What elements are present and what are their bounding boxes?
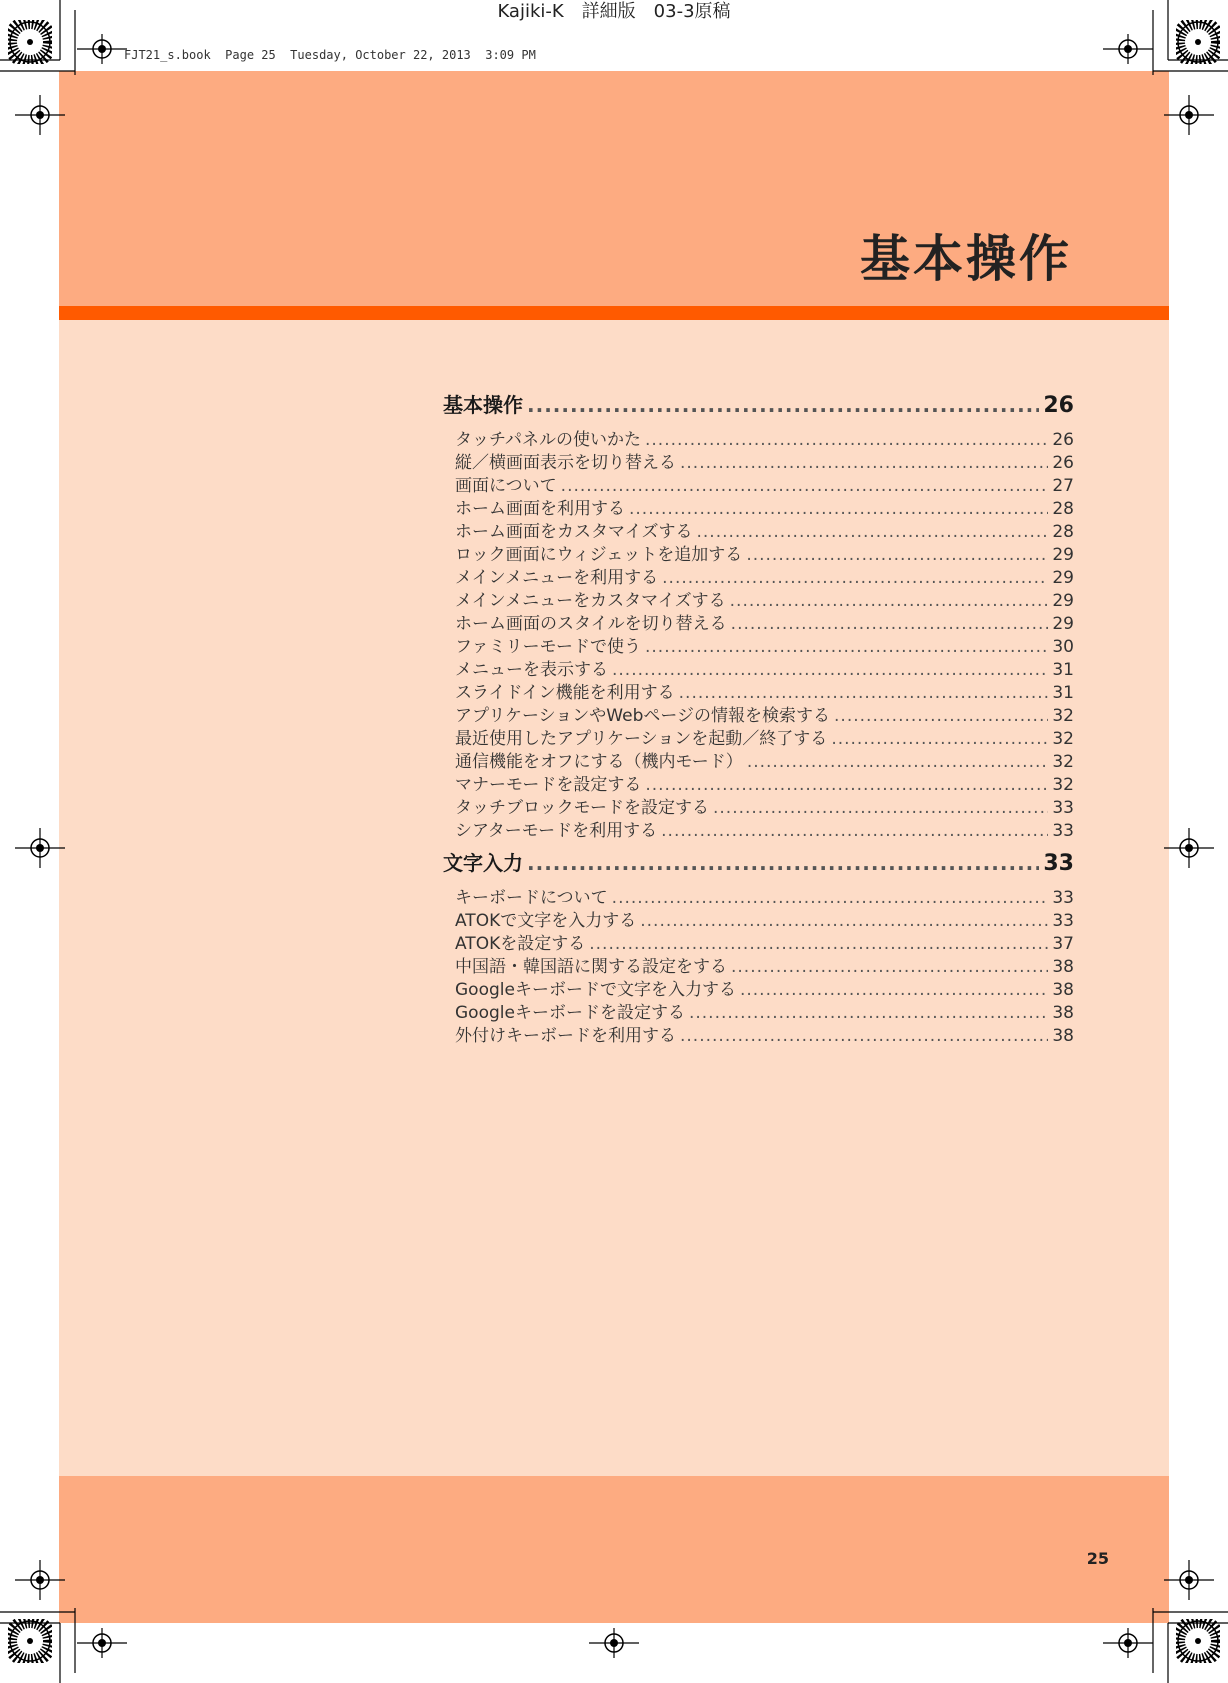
toc-entry-page: 27 (1052, 476, 1074, 496)
toc-entry-page: 33 (1052, 911, 1074, 931)
toc-entry[interactable] (443, 609, 1074, 632)
toc-entry[interactable] (443, 540, 1074, 563)
toc-entry-list (443, 425, 1074, 839)
starburst-target-icon (8, 1619, 52, 1663)
toc-entry-title: 画面について (455, 476, 557, 496)
toc-section-title: 基本操作 (443, 393, 523, 417)
print-header-label: Kajiki-K 詳細版 03-3原稿 (497, 1, 731, 22)
toc-entry[interactable] (443, 975, 1074, 998)
crosshair-mark-icon (589, 1628, 639, 1658)
footer-band (59, 1476, 1169, 1623)
dot-leader (629, 499, 1048, 519)
toc-entry-page: 29 (1052, 591, 1074, 611)
toc-entry[interactable] (443, 701, 1074, 724)
toc-entry-page: 29 (1052, 568, 1074, 588)
toc-entry-page: 31 (1052, 683, 1074, 703)
toc-entry-page: 32 (1052, 775, 1074, 795)
dot-leader (612, 660, 1048, 680)
dot-leader (561, 476, 1049, 496)
toc-entry-page: 28 (1052, 499, 1074, 519)
toc-section-page: 26 (1043, 393, 1074, 418)
toc-entry-title: 中国語・韓国語に関する設定をする (455, 957, 727, 977)
toc-entry-title: Googleキーボードを設定する (455, 1003, 685, 1023)
toc-entry[interactable] (443, 770, 1074, 793)
toc-entry[interactable] (443, 883, 1074, 906)
chapter-header-band (59, 71, 1169, 306)
toc-entry-page: 32 (1052, 752, 1074, 772)
dot-leader (662, 568, 1048, 588)
dot-leader (746, 545, 1048, 565)
toc-entry[interactable] (443, 471, 1074, 494)
toc-entry-title: Googleキーボードで文字を入力する (455, 980, 736, 1000)
toc-entry-title: メインメニューをカスタマイズする (455, 591, 726, 611)
crosshair-mark-icon (1164, 95, 1214, 135)
dot-leader (731, 614, 1049, 634)
dot-leader (731, 957, 1048, 977)
dot-leader (645, 775, 1048, 795)
dot-leader (612, 888, 1049, 908)
toc-entry-title: シアターモードを利用する (455, 821, 658, 841)
crosshair-mark-icon (77, 1628, 127, 1658)
toc-entry-page: 31 (1052, 660, 1074, 680)
dot-leader (834, 706, 1048, 726)
toc-entry[interactable] (443, 655, 1074, 678)
crosshair-mark-icon (15, 1560, 65, 1600)
toc-entry-title: ホーム画面のスタイルを切り替える (455, 614, 727, 634)
toc-section (443, 847, 1074, 1044)
toc-entry-page: 37 (1052, 934, 1074, 954)
toc-entry-title: 最近使用したアプリケーションを起動／終了する (455, 729, 828, 749)
toc-entry-page: 26 (1052, 453, 1074, 473)
crosshair-mark-icon (1164, 828, 1214, 868)
toc-entry-title: キーボードについて (455, 888, 608, 908)
toc-entry-title: アプリケーションやWebページの情報を検索する (455, 706, 831, 726)
crosshair-mark-icon (1103, 34, 1153, 64)
page-number: 25 (1086, 1549, 1109, 1568)
toc-entry-page: 38 (1052, 980, 1074, 1000)
file-info-stamp: FJT21_s.book Page 25 Tuesday, October 22, 2013 3:09 PM (124, 48, 536, 62)
toc-section-page: 33 (1043, 851, 1074, 876)
toc-entry[interactable] (443, 632, 1074, 655)
toc-entry-title: スライドイン機能を利用する (455, 683, 675, 703)
toc-entry-list (443, 883, 1074, 1044)
header-divider (59, 306, 1169, 320)
dot-leader (527, 851, 1039, 875)
dot-leader (730, 591, 1049, 611)
crosshair-mark-icon (15, 828, 65, 868)
toc-entry-title: ホーム画面を利用する (455, 499, 625, 519)
toc-entry[interactable] (443, 793, 1074, 816)
dot-leader (645, 430, 1048, 450)
toc-entry[interactable] (443, 448, 1074, 471)
toc-entry-title: ファミリーモードで使う (455, 637, 641, 657)
starburst-target-icon (8, 20, 52, 64)
toc-entry-page: 33 (1052, 798, 1074, 818)
toc-section-title: 文字入力 (443, 851, 523, 875)
page-background (59, 71, 1169, 1623)
dot-leader (831, 729, 1048, 749)
toc-entry-page: 38 (1052, 1026, 1074, 1046)
dot-leader (645, 637, 1048, 657)
toc-entry-title: 縦／横画面表示を切り替える (455, 453, 676, 473)
toc-entry-title: タッチパネルの使いかた (455, 430, 641, 450)
toc-entry[interactable] (443, 425, 1074, 448)
toc-entry[interactable] (443, 816, 1074, 839)
dot-leader (747, 752, 1049, 772)
dot-leader (697, 522, 1049, 542)
toc-entry-page: 26 (1052, 430, 1074, 450)
toc-entry-title: 通信機能をオフにする（機内モード） (455, 752, 743, 772)
dot-leader (680, 1026, 1048, 1046)
toc-entry[interactable] (443, 586, 1074, 609)
toc-entry[interactable] (443, 517, 1074, 540)
toc-entry-page: 38 (1052, 1003, 1074, 1023)
toc-entry[interactable] (443, 929, 1074, 952)
toc-entry-title: ATOKを設定する (455, 934, 586, 954)
dot-leader (589, 934, 1048, 954)
crosshair-mark-icon (15, 95, 65, 135)
toc-entry-title: 外付けキーボードを利用する (455, 1026, 676, 1046)
toc-entry[interactable] (443, 563, 1074, 586)
toc-entry-page: 38 (1052, 957, 1074, 977)
toc-entry[interactable] (443, 906, 1074, 929)
dot-leader (661, 821, 1048, 841)
toc-section (443, 389, 1074, 839)
toc-entry-page: 33 (1052, 888, 1074, 908)
toc-entry[interactable] (443, 952, 1074, 975)
crosshair-mark-icon (1164, 1560, 1214, 1600)
toc-entry-title: メニューを表示する (455, 660, 608, 680)
dot-leader (679, 683, 1049, 703)
toc-entry-title: タッチブロックモードを設定する (455, 798, 709, 818)
starburst-target-icon (1176, 1619, 1220, 1663)
crosshair-mark-icon (77, 34, 127, 64)
crosshair-mark-icon (1103, 1628, 1153, 1658)
dot-leader (527, 393, 1039, 417)
table-of-contents (443, 389, 1074, 1052)
chapter-title: 基本操作 (860, 230, 1072, 288)
toc-entry-page: 32 (1052, 729, 1074, 749)
toc-entry[interactable] (443, 1021, 1074, 1044)
toc-entry[interactable] (443, 494, 1074, 517)
dot-leader (640, 911, 1048, 931)
toc-entry[interactable] (443, 724, 1074, 747)
toc-entry-title: マナーモードを設定する (455, 775, 642, 795)
toc-entry-title: メインメニューを利用する (455, 568, 659, 588)
toc-entry-page: 32 (1052, 706, 1074, 726)
toc-entry[interactable] (443, 678, 1074, 701)
toc-entry-page: 33 (1052, 821, 1074, 841)
toc-entry[interactable] (443, 998, 1074, 1021)
toc-section-heading[interactable] (443, 847, 1074, 881)
toc-entry[interactable] (443, 747, 1074, 770)
toc-entry-page: 29 (1052, 614, 1074, 634)
toc-entry-page: 30 (1052, 637, 1074, 657)
dot-leader (740, 980, 1048, 1000)
dot-leader (680, 453, 1048, 473)
toc-entry-title: ホーム画面をカスタマイズする (455, 522, 693, 542)
toc-entry-page: 29 (1052, 545, 1074, 565)
toc-entry-page: 28 (1052, 522, 1074, 542)
toc-entry-title: ATOKで文字を入力する (455, 911, 637, 931)
toc-section-heading[interactable] (443, 389, 1074, 423)
dot-leader (689, 1003, 1048, 1023)
dot-leader (713, 798, 1048, 818)
starburst-target-icon (1176, 20, 1220, 64)
toc-entry-title: ロック画面にウィジェットを追加する (455, 545, 743, 565)
